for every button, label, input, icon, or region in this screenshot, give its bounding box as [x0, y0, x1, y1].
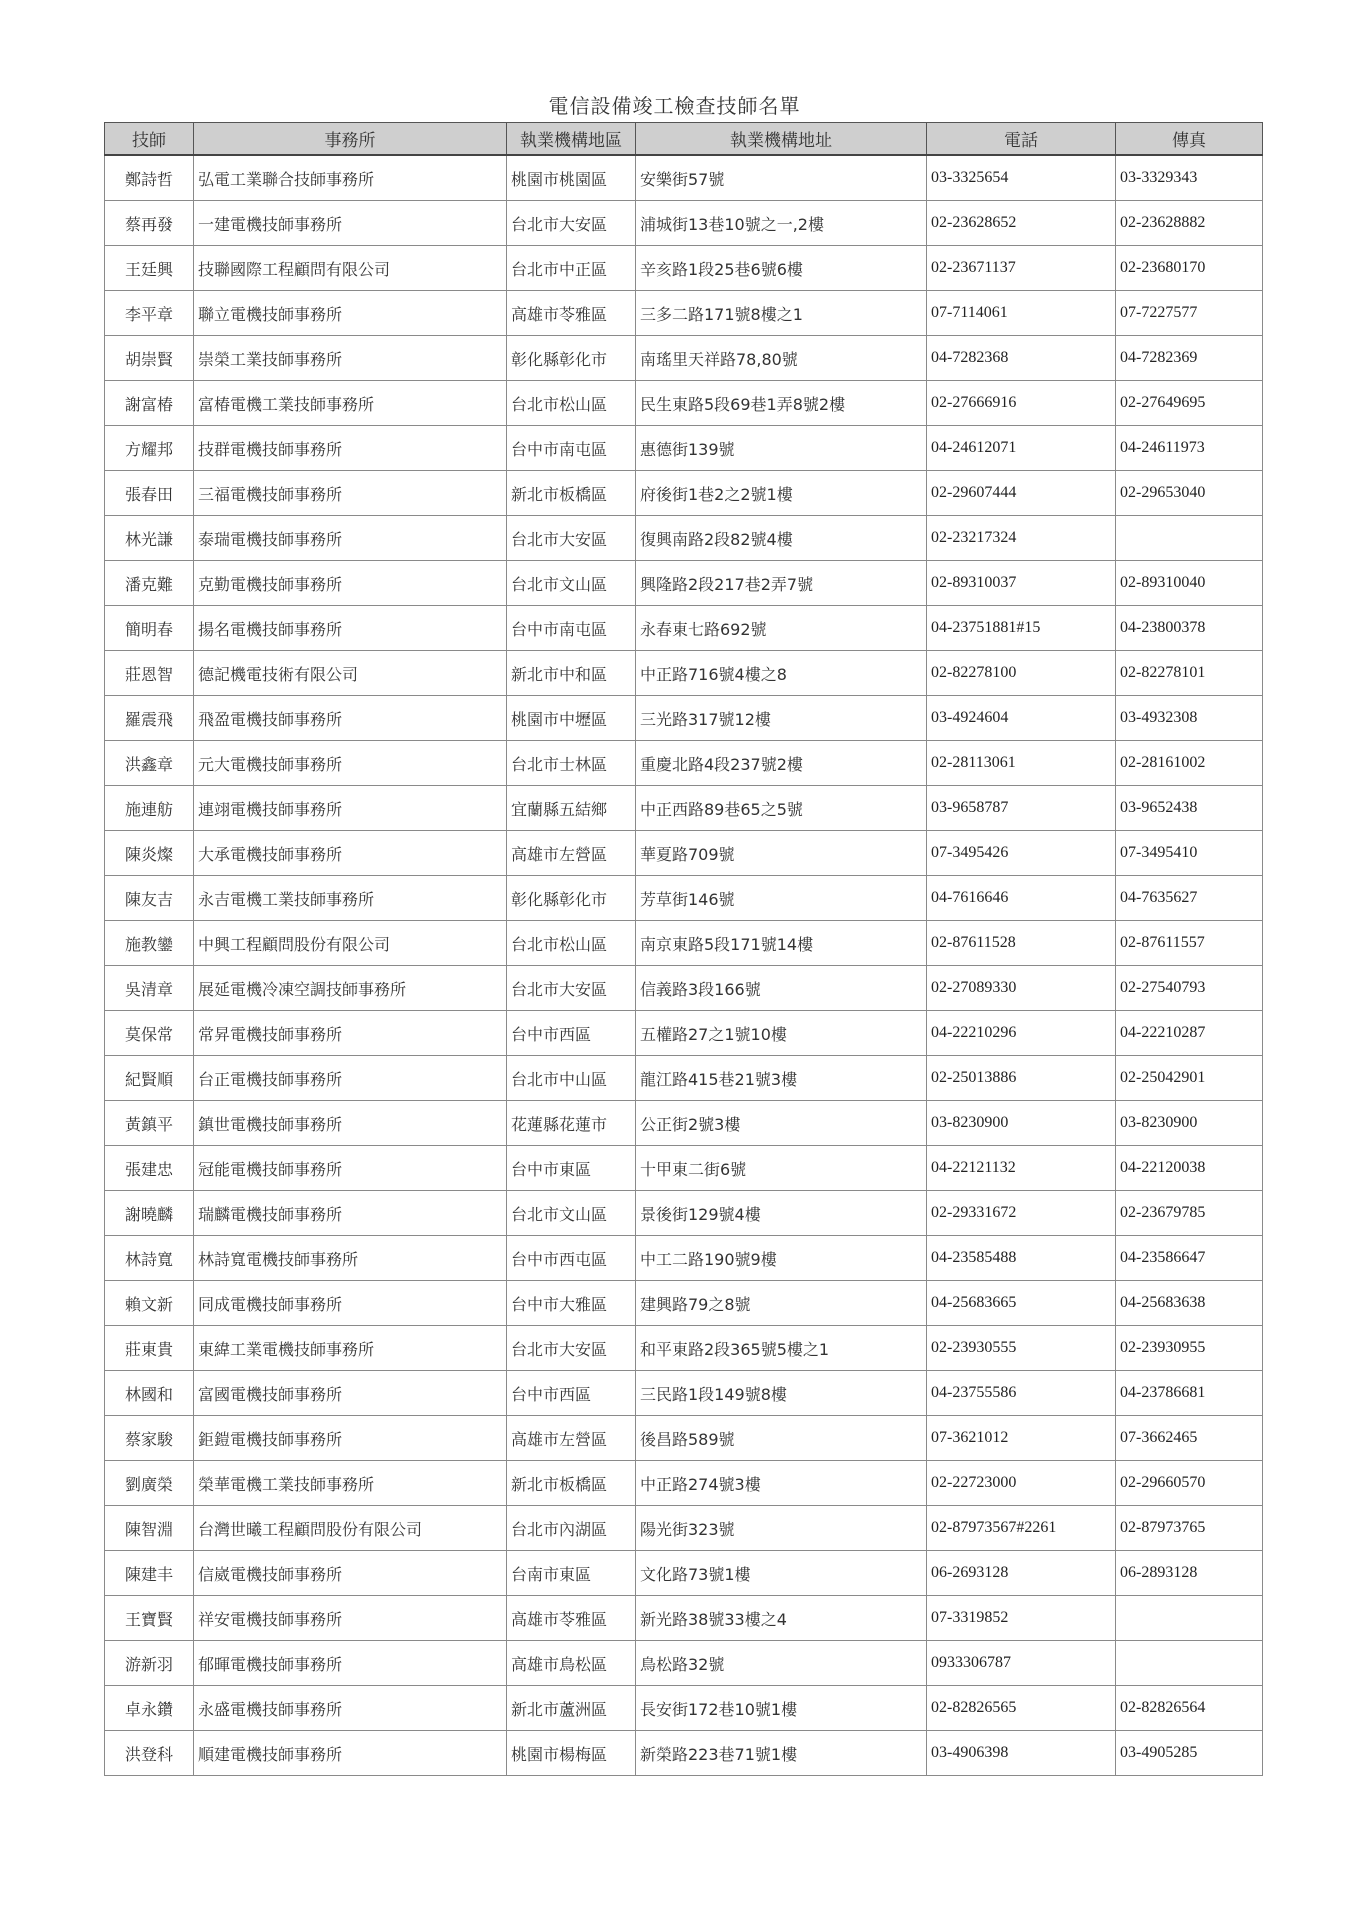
cell-technician: 張建忠 — [105, 1146, 194, 1191]
cell-firm: 郁暉電機技師事務所 — [194, 1641, 507, 1686]
cell-technician: 紀賢順 — [105, 1056, 194, 1101]
cell-address: 鳥松路32號 — [636, 1641, 927, 1686]
cell-technician: 潘克難 — [105, 561, 194, 606]
cell-region: 台中市東區 — [507, 1146, 636, 1191]
cell-technician: 簡明春 — [105, 606, 194, 651]
cell-phone: 07-3319852 — [927, 1596, 1116, 1641]
cell-address: 浦城街13巷10號之一,2樓 — [636, 201, 927, 246]
cell-region: 台北市松山區 — [507, 921, 636, 966]
cell-phone: 03-3325654 — [927, 155, 1116, 201]
table-row — [105, 291, 1263, 336]
cell-address: 三光路317號12樓 — [636, 696, 927, 741]
cell-region: 彰化縣彰化市 — [507, 876, 636, 921]
cell-phone: 04-24612071 — [927, 426, 1116, 471]
cell-technician: 胡崇賢 — [105, 336, 194, 381]
table-row — [105, 1146, 1263, 1191]
cell-region: 台北市文山區 — [507, 1191, 636, 1236]
cell-phone: 04-23755586 — [927, 1371, 1116, 1416]
cell-technician: 莊東貴 — [105, 1326, 194, 1371]
cell-firm: 泰瑞電機技師事務所 — [194, 516, 507, 561]
cell-phone: 03-4906398 — [927, 1731, 1116, 1776]
cell-technician: 李平章 — [105, 291, 194, 336]
cell-fax: 02-23679785 — [1116, 1191, 1263, 1236]
cell-address: 中正西路89巷65之5號 — [636, 786, 927, 831]
cell-address: 公正街2號3樓 — [636, 1101, 927, 1146]
cell-technician: 黃鎮平 — [105, 1101, 194, 1146]
cell-technician: 林光謙 — [105, 516, 194, 561]
cell-fax: 07-3495410 — [1116, 831, 1263, 876]
column-header-fax: 傳真 — [1116, 123, 1263, 156]
cell-fax: 03-9652438 — [1116, 786, 1263, 831]
cell-firm: 展延電機冷凍空調技師事務所 — [194, 966, 507, 1011]
cell-firm: 林詩寬電機技師事務所 — [194, 1236, 507, 1281]
cell-fax: 07-3662465 — [1116, 1416, 1263, 1461]
cell-firm: 台灣世曦工程顧問股份有限公司 — [194, 1506, 507, 1551]
cell-address: 五權路27之1號10樓 — [636, 1011, 927, 1056]
cell-fax: 04-25683638 — [1116, 1281, 1263, 1326]
cell-technician: 陳友吉 — [105, 876, 194, 921]
cell-firm: 瑞麟電機技師事務所 — [194, 1191, 507, 1236]
cell-region: 高雄市左營區 — [507, 1416, 636, 1461]
cell-technician: 林國和 — [105, 1371, 194, 1416]
cell-firm: 冠能電機技師事務所 — [194, 1146, 507, 1191]
cell-address: 文化路73號1樓 — [636, 1551, 927, 1596]
cell-region: 台北市文山區 — [507, 561, 636, 606]
cell-phone: 02-25013886 — [927, 1056, 1116, 1101]
cell-firm: 同成電機技師事務所 — [194, 1281, 507, 1326]
cell-fax: 07-7227577 — [1116, 291, 1263, 336]
column-header-technician: 技師 — [105, 123, 194, 156]
cell-fax: 02-29660570 — [1116, 1461, 1263, 1506]
cell-firm: 鎮世電機技師事務所 — [194, 1101, 507, 1146]
table-row — [105, 1686, 1263, 1731]
cell-firm: 技群電機技師事務所 — [194, 426, 507, 471]
cell-firm: 德記機電技術有限公司 — [194, 651, 507, 696]
cell-firm: 富國電機技師事務所 — [194, 1371, 507, 1416]
cell-phone: 07-3495426 — [927, 831, 1116, 876]
cell-firm: 東緯工業電機技師事務所 — [194, 1326, 507, 1371]
column-header-phone: 電話 — [927, 123, 1116, 156]
cell-firm: 榮華電機工業技師事務所 — [194, 1461, 507, 1506]
table-row — [105, 786, 1263, 831]
cell-technician: 劉廣榮 — [105, 1461, 194, 1506]
table-row — [105, 1101, 1263, 1146]
header-row — [105, 123, 1263, 156]
cell-address: 南瑤里天祥路78,80號 — [636, 336, 927, 381]
cell-fax: 02-82278101 — [1116, 651, 1263, 696]
cell-fax: 02-23680170 — [1116, 246, 1263, 291]
cell-address: 中正路716號4樓之8 — [636, 651, 927, 696]
cell-region: 台北市松山區 — [507, 381, 636, 426]
cell-fax: 03-4905285 — [1116, 1731, 1263, 1776]
cell-fax: 04-23800378 — [1116, 606, 1263, 651]
cell-fax — [1116, 516, 1263, 561]
cell-address: 十甲東二街6號 — [636, 1146, 927, 1191]
table-row — [105, 426, 1263, 471]
cell-address: 龍江路415巷21號3樓 — [636, 1056, 927, 1101]
table-row — [105, 336, 1263, 381]
cell-address: 三民路1段149號8樓 — [636, 1371, 927, 1416]
cell-address: 府後街1巷2之2號1樓 — [636, 471, 927, 516]
cell-technician: 林詩寬 — [105, 1236, 194, 1281]
cell-firm: 富椿電機工業技師事務所 — [194, 381, 507, 426]
cell-address: 惠德街139號 — [636, 426, 927, 471]
table-row — [105, 201, 1263, 246]
cell-address: 華夏路709號 — [636, 831, 927, 876]
cell-region: 台北市大安區 — [507, 966, 636, 1011]
cell-phone: 07-3621012 — [927, 1416, 1116, 1461]
cell-firm: 信崴電機技師事務所 — [194, 1551, 507, 1596]
cell-firm: 元大電機技師事務所 — [194, 741, 507, 786]
table-row — [105, 1416, 1263, 1461]
cell-firm: 聯立電機技師事務所 — [194, 291, 507, 336]
cell-phone: 04-25683665 — [927, 1281, 1116, 1326]
cell-technician: 洪登科 — [105, 1731, 194, 1776]
table-row — [105, 1731, 1263, 1776]
cell-region: 台北市中山區 — [507, 1056, 636, 1101]
cell-firm: 揚名電機技師事務所 — [194, 606, 507, 651]
cell-phone: 02-82278100 — [927, 651, 1116, 696]
cell-phone: 04-7282368 — [927, 336, 1116, 381]
cell-region: 彰化縣彰化市 — [507, 336, 636, 381]
table-row — [105, 1056, 1263, 1101]
cell-technician: 施教鑾 — [105, 921, 194, 966]
document-title: 電信設備竣工檢查技師名單 — [548, 94, 801, 118]
cell-firm: 順建電機技師事務所 — [194, 1731, 507, 1776]
cell-technician: 陳炎燦 — [105, 831, 194, 876]
cell-fax — [1116, 1596, 1263, 1641]
table-row — [105, 1281, 1263, 1326]
cell-fax: 02-27540793 — [1116, 966, 1263, 1011]
cell-address: 重慶北路4段237號2樓 — [636, 741, 927, 786]
cell-fax: 04-23786681 — [1116, 1371, 1263, 1416]
table-row — [105, 561, 1263, 606]
cell-fax: 04-23586647 — [1116, 1236, 1263, 1281]
cell-phone: 06-2693128 — [927, 1551, 1116, 1596]
cell-technician: 施連舫 — [105, 786, 194, 831]
cell-phone: 02-87973567#2261 — [927, 1506, 1116, 1551]
cell-phone: 07-7114061 — [927, 291, 1116, 336]
table-row — [105, 1596, 1263, 1641]
cell-address: 辛亥路1段25巷6號6樓 — [636, 246, 927, 291]
cell-firm: 技聯國際工程顧問有限公司 — [194, 246, 507, 291]
cell-fax: 04-7635627 — [1116, 876, 1263, 921]
cell-firm: 永吉電機工業技師事務所 — [194, 876, 507, 921]
cell-region: 新北市板橋區 — [507, 1461, 636, 1506]
cell-technician: 王寶賢 — [105, 1596, 194, 1641]
cell-phone: 02-23930555 — [927, 1326, 1116, 1371]
cell-address: 三多二路171號8樓之1 — [636, 291, 927, 336]
cell-region: 高雄市左營區 — [507, 831, 636, 876]
table-row — [105, 696, 1263, 741]
cell-address: 南京東路5段171號14樓 — [636, 921, 927, 966]
table-row — [105, 1641, 1263, 1686]
cell-firm: 三福電機技師事務所 — [194, 471, 507, 516]
cell-technician: 蔡再發 — [105, 201, 194, 246]
cell-technician: 王廷興 — [105, 246, 194, 291]
cell-phone: 02-27089330 — [927, 966, 1116, 1011]
table-row — [105, 381, 1263, 426]
cell-technician: 莊恩智 — [105, 651, 194, 696]
cell-region: 台北市內湖區 — [507, 1506, 636, 1551]
cell-firm: 一建電機技師事務所 — [194, 201, 507, 246]
cell-technician: 賴文新 — [105, 1281, 194, 1326]
column-header-firm: 事務所 — [194, 123, 507, 156]
cell-fax: 02-23628882 — [1116, 201, 1263, 246]
cell-region: 桃園市楊梅區 — [507, 1731, 636, 1776]
cell-fax: 04-22120038 — [1116, 1146, 1263, 1191]
cell-technician: 謝富椿 — [105, 381, 194, 426]
cell-address: 中工二路190號9樓 — [636, 1236, 927, 1281]
cell-fax: 02-23930955 — [1116, 1326, 1263, 1371]
cell-fax: 03-4932308 — [1116, 696, 1263, 741]
cell-fax: 06-2893128 — [1116, 1551, 1263, 1596]
cell-fax: 04-24611973 — [1116, 426, 1263, 471]
cell-technician: 謝曉麟 — [105, 1191, 194, 1236]
table-row — [105, 831, 1263, 876]
cell-fax: 03-8230900 — [1116, 1101, 1263, 1146]
cell-phone: 03-4924604 — [927, 696, 1116, 741]
cell-firm: 飛盈電機技師事務所 — [194, 696, 507, 741]
cell-region: 台中市西屯區 — [507, 1236, 636, 1281]
cell-fax: 02-27649695 — [1116, 381, 1263, 426]
cell-address: 永春東七路692號 — [636, 606, 927, 651]
cell-phone: 0933306787 — [927, 1641, 1116, 1686]
cell-fax: 02-28161002 — [1116, 741, 1263, 786]
cell-region: 高雄市苓雅區 — [507, 1596, 636, 1641]
cell-technician: 游新羽 — [105, 1641, 194, 1686]
cell-region: 台中市西區 — [507, 1371, 636, 1416]
cell-technician: 洪鑫章 — [105, 741, 194, 786]
cell-technician: 陳智淵 — [105, 1506, 194, 1551]
table-row — [105, 651, 1263, 696]
cell-firm: 台正電機技師事務所 — [194, 1056, 507, 1101]
cell-fax: 02-89310040 — [1116, 561, 1263, 606]
technician-table — [104, 122, 1263, 1776]
cell-fax: 02-25042901 — [1116, 1056, 1263, 1101]
cell-phone: 04-7616646 — [927, 876, 1116, 921]
table-row — [105, 1551, 1263, 1596]
cell-fax: 04-7282369 — [1116, 336, 1263, 381]
cell-region: 新北市板橋區 — [507, 471, 636, 516]
cell-region: 台中市南屯區 — [507, 426, 636, 471]
cell-firm: 崇榮工業技師事務所 — [194, 336, 507, 381]
cell-fax: 02-87973765 — [1116, 1506, 1263, 1551]
cell-firm: 常昇電機技師事務所 — [194, 1011, 507, 1056]
table-row — [105, 1236, 1263, 1281]
table-row — [105, 1011, 1263, 1056]
table-row — [105, 606, 1263, 651]
cell-phone: 04-23585488 — [927, 1236, 1116, 1281]
cell-address: 建興路79之8號 — [636, 1281, 927, 1326]
cell-firm: 連翊電機技師事務所 — [194, 786, 507, 831]
cell-firm: 中興工程顧問股份有限公司 — [194, 921, 507, 966]
cell-technician: 卓永鑽 — [105, 1686, 194, 1731]
cell-technician: 莫保常 — [105, 1011, 194, 1056]
cell-address: 後昌路589號 — [636, 1416, 927, 1461]
cell-address: 新光路38號33樓之4 — [636, 1596, 927, 1641]
table-row — [105, 1461, 1263, 1506]
cell-region: 台中市西區 — [507, 1011, 636, 1056]
table-row — [105, 1371, 1263, 1416]
cell-phone: 03-9658787 — [927, 786, 1116, 831]
cell-phone: 04-22210296 — [927, 1011, 1116, 1056]
cell-technician: 蔡家駿 — [105, 1416, 194, 1461]
cell-address: 安樂街57號 — [636, 155, 927, 201]
cell-region: 台北市大安區 — [507, 1326, 636, 1371]
cell-technician: 羅震飛 — [105, 696, 194, 741]
table-row — [105, 921, 1263, 966]
cell-address: 長安街172巷10號1樓 — [636, 1686, 927, 1731]
cell-fax: 04-22210287 — [1116, 1011, 1263, 1056]
cell-address: 陽光街323號 — [636, 1506, 927, 1551]
cell-firm: 鉅鎧電機技師事務所 — [194, 1416, 507, 1461]
column-header-region: 執業機構地區 — [507, 123, 636, 156]
table-row — [105, 741, 1263, 786]
cell-region: 花蓮縣花蓮市 — [507, 1101, 636, 1146]
cell-phone: 02-87611528 — [927, 921, 1116, 966]
table-row — [105, 966, 1263, 1011]
table-row — [105, 1506, 1263, 1551]
cell-address: 中正路274號3樓 — [636, 1461, 927, 1506]
cell-region: 新北市蘆洲區 — [507, 1686, 636, 1731]
cell-address: 新榮路223巷71號1樓 — [636, 1731, 927, 1776]
cell-phone: 02-22723000 — [927, 1461, 1116, 1506]
cell-firm: 克勤電機技師事務所 — [194, 561, 507, 606]
cell-address: 景後街129號4樓 — [636, 1191, 927, 1236]
cell-phone: 03-8230900 — [927, 1101, 1116, 1146]
cell-region: 台北市中正區 — [507, 246, 636, 291]
table-header — [105, 123, 1263, 156]
table-row — [105, 155, 1263, 201]
cell-region: 桃園市中壢區 — [507, 696, 636, 741]
cell-phone: 02-23671137 — [927, 246, 1116, 291]
cell-region: 台北市士林區 — [507, 741, 636, 786]
cell-phone: 02-23628652 — [927, 201, 1116, 246]
cell-address: 信義路3段166號 — [636, 966, 927, 1011]
table-row — [105, 1191, 1263, 1236]
cell-technician: 張春田 — [105, 471, 194, 516]
table-row — [105, 876, 1263, 921]
cell-phone: 04-22121132 — [927, 1146, 1116, 1191]
cell-firm: 永盛電機技師事務所 — [194, 1686, 507, 1731]
table-body — [105, 155, 1263, 1776]
cell-region: 台中市大雅區 — [507, 1281, 636, 1326]
cell-address: 民生東路5段69巷1弄8號2樓 — [636, 381, 927, 426]
cell-region: 桃園市桃園區 — [507, 155, 636, 201]
cell-phone: 02-82826565 — [927, 1686, 1116, 1731]
cell-phone: 02-28113061 — [927, 741, 1116, 786]
cell-region: 高雄市鳥松區 — [507, 1641, 636, 1686]
table-row — [105, 516, 1263, 561]
cell-firm: 祥安電機技師事務所 — [194, 1596, 507, 1641]
table-row — [105, 471, 1263, 516]
cell-region: 新北市中和區 — [507, 651, 636, 696]
cell-region: 台南市東區 — [507, 1551, 636, 1596]
cell-phone: 02-23217324 — [927, 516, 1116, 561]
cell-technician: 方耀邦 — [105, 426, 194, 471]
cell-address: 復興南路2段82號4樓 — [636, 516, 927, 561]
cell-technician: 陳建丰 — [105, 1551, 194, 1596]
cell-technician: 吳清章 — [105, 966, 194, 1011]
cell-phone: 02-27666916 — [927, 381, 1116, 426]
cell-region: 宜蘭縣五結鄉 — [507, 786, 636, 831]
cell-fax: 02-87611557 — [1116, 921, 1263, 966]
cell-firm: 弘電工業聯合技師事務所 — [194, 155, 507, 201]
cell-phone: 02-89310037 — [927, 561, 1116, 606]
cell-region: 高雄市苓雅區 — [507, 291, 636, 336]
cell-fax — [1116, 1641, 1263, 1686]
cell-region: 台北市大安區 — [507, 201, 636, 246]
cell-region: 台中市南屯區 — [507, 606, 636, 651]
cell-address: 興隆路2段217巷2弄7號 — [636, 561, 927, 606]
cell-firm: 大承電機技師事務所 — [194, 831, 507, 876]
cell-region: 台北市大安區 — [507, 516, 636, 561]
cell-fax: 03-3329343 — [1116, 155, 1263, 201]
cell-phone: 02-29331672 — [927, 1191, 1116, 1236]
cell-address: 和平東路2段365號5樓之1 — [636, 1326, 927, 1371]
table-row — [105, 246, 1263, 291]
cell-phone: 04-23751881#15 — [927, 606, 1116, 651]
column-header-address: 執業機構地址 — [636, 123, 927, 156]
cell-technician: 鄭詩哲 — [105, 155, 194, 201]
cell-phone: 02-29607444 — [927, 471, 1116, 516]
cell-fax: 02-82826564 — [1116, 1686, 1263, 1731]
cell-address: 芳草街146號 — [636, 876, 927, 921]
cell-fax: 02-29653040 — [1116, 471, 1263, 516]
table-row — [105, 1326, 1263, 1371]
